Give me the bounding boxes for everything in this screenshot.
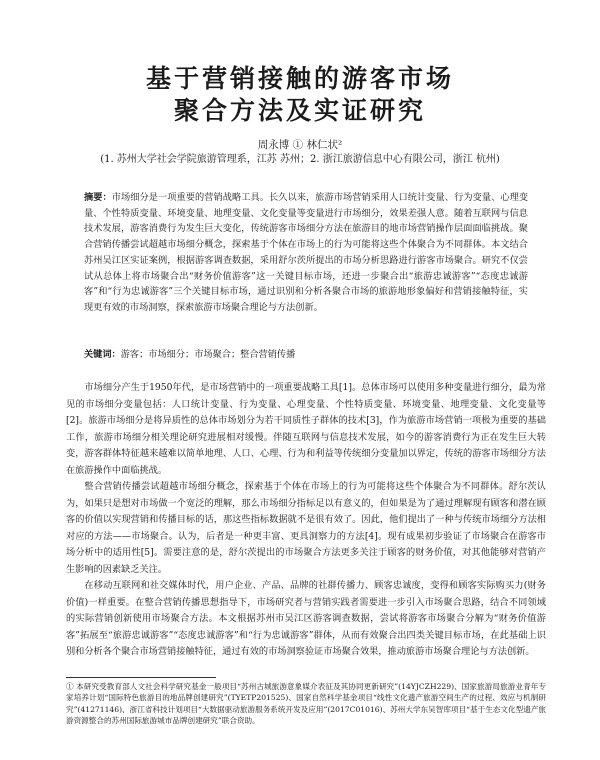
footnote-divider xyxy=(66,677,216,678)
body-paragraph-2: 整合营销传播尝试超越市场细分概念，探索基于个体在市场上的行为可能将这些个体聚合为不同群体。舒尔茨认为，如果只是想对市场做一个宽泛的理解，那么市场细分指标足以有意义的，但如果是为了通过理解现有顾客和潜在顾客的价值以实现营销和传播目标的话，那这些指标数据就不是很有效了。因此，他们提出了一种与传统市场细分方法相对应的方法——市场聚合。认为，后者是一种更丰富、更具洞察力的方法[4]。现有成果初步验证了市场聚合在游客市场分析中的适用性[5]。需要注意的是，舒尔茨提出的市场聚合方法更多关注于顾客的财务价值，对其他能够对营销产生影响的因素缺乏关注。 xyxy=(66,481,546,575)
authors: 周永博 ① 林仁状² xyxy=(257,139,343,151)
keywords-text: 游客；市场细分；市场聚合；整合营销传播 xyxy=(120,349,296,360)
affiliation: (1. 苏州大学社会学院旅游管理系，江苏 苏州；2. 浙江旅游信息中心有限公司，浙江 杭州) xyxy=(100,154,500,165)
body-paragraph-3: 在移动互联网和社交媒体时代，用户企业、产品、品牌的社群传播力、顾客忠诚度，变得和顾客实际购买力(财务价值)一样重要。在整合营销传播思想指导下，市场研究者与营销实践者需要进一步引入市场聚合思路，结合不同领域的实际营销创新使用市场聚合方法。本文根据苏州市吴江区游客调查数据，尝试将游客市场聚合分解为“财务价值游客”拓展至“旅游忠诚游客”“态度忠诚游客”和“行为忠诚游客”群体，从而有效聚合出四类关键目标市场，在此基础上识别和分析各个聚合市场营销接触特征，通过有效的市场洞察验证市场聚合效果，推动旅游市场聚合理论与方法创新。 xyxy=(66,580,546,657)
abstract-label: 摘要： xyxy=(84,192,112,203)
body-text xyxy=(66,380,546,661)
footnote: ① 本研究受教育部人文社会科学研究基金一般项目“苏州古城旅游意象媒介表征及其协同更新研究”(14YJCZH229)、国家旅游局旅游业青年专家培养计划“国际特色旅游目的地品牌创建研究”(TYETP201525)、国家自然科学基金项目“线性文化遗产旅游空间生产的过程、效应与机制研究”(41271146)、浙江省科技计划项目“大数据驱动旅游服务系统开发及应用”(2017C01016)、苏州大学东吴智库项目“基于生态文化型遗产旅游资源整合的苏州国际旅游城市品牌创建研究”联合资助。 xyxy=(66,682,546,726)
keywords-label: 关键词： xyxy=(84,349,121,360)
abstract xyxy=(84,190,528,316)
keywords xyxy=(84,348,528,362)
body-paragraph-1: 市场细分产生于1950年代，是市场营销中的一项重要战略工具[1]。总体市场可以使用多种变量进行细分，最为常见的市场细分变量包括：人口统计变量、行为变量、心理变量、个性特质变量、环境变量、地理变量、文化变量等[2]。旅游市场细分是将异质性的总体市场划分为若干同质性子群体的技术[3]，作为旅游市场营销一项极为重要的基础工作，旅游市场细分相关理论研究进展相对缓慢。伴随互联网与信息技术发展，如今的游客消费行为正在发生巨大转变，游客群体特征越来越难以简单地理、人口、心理、行为和利益等传统细分变量加以界定，传统的游客市场细分方法在旅游操作中面临挑战。 xyxy=(66,382,546,476)
paper-title-line-1: 基于营销接触的游客市场 xyxy=(145,64,454,93)
paper-title-line-2: 聚合方法及实证研究 xyxy=(173,96,426,125)
abstract-text: 市场细分是一项重要的营销战略工具。长久以来，旅游市场营销采用人口统计变量、行为变量、心理变量、个性特质变量、环境变量、地理变量、文化变量等变量进行市场细分，效果差强人意。随着互联网与信息技术发展，游客消费行为发生巨大变化，传统游客市场细分方法在旅游目的地市场营销操作层面面临挑战。聚合营销传播尝试超越市场细分概念，探索基于个体在市场上的行为可能将这些个体聚合为不同群体。本文结合苏州吴江区实证案例，根据游客调查数据，采用舒尔茨所提出的市场分析思路进行游客市场聚合。研究不仅尝试从总体上将市场聚合出“财务价值游客”这一关键目标市场，还进一步聚合出“旅游忠诚游客”“态度忠诚游客”和“行为忠诚游客”三个关键目标市场，通过识别和分析各聚合市场的旅游地形象偏好和营销接触特征，实现更有效的市场洞察，探索旅游市场聚合理论与方法创新。 xyxy=(84,192,529,313)
